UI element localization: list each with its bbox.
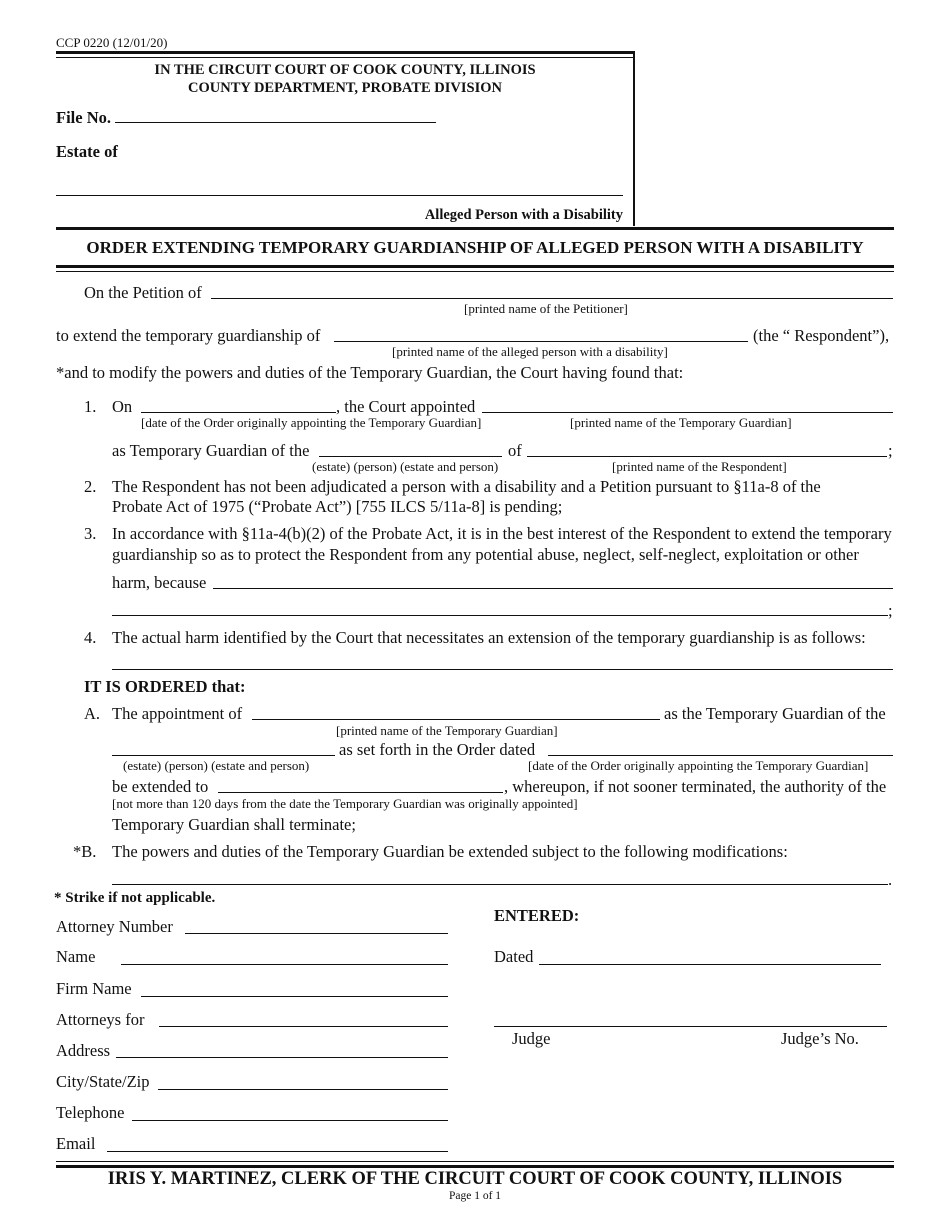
attorney-number-label: Attorney Number <box>56 917 173 936</box>
ordered-heading: IT IS ORDERED that: <box>84 677 246 696</box>
court-line2: COUNTY DEPARTMENT, PROBATE DIVISION <box>188 80 502 96</box>
order-b-text: The powers and duties of the Temporary Guardian be extended subject to the following modifications: <box>112 842 788 861</box>
footer-rule-thin <box>56 1161 894 1162</box>
terminate-text: Temporary Guardian shall terminate; <box>112 815 356 834</box>
finding-1-court-appointed: , the Court appointed <box>336 397 476 416</box>
finding-2-line2: Probate Act of 1975 (“Probate Act”) [755 ILCS 5/11a-8] is pending; <box>112 497 563 516</box>
finding-2-number: 2. <box>84 477 97 496</box>
as-set-forth-label: as set forth in the Order dated <box>339 740 536 759</box>
temporary-guardian-field[interactable] <box>482 412 893 413</box>
dated-field[interactable] <box>539 964 881 965</box>
email-field[interactable] <box>107 1151 448 1152</box>
finding-1-number: 1. <box>84 397 97 416</box>
address-field[interactable] <box>116 1057 448 1058</box>
order-estate-person-field[interactable] <box>112 755 335 756</box>
finding-2-line1: The Respondent has not been adjudicated a person with a disability and a Petition pursuant to §11a-8 of the <box>112 477 821 496</box>
finding-4-number: 4. <box>84 628 97 647</box>
as-temporary-guardian-label: as Temporary Guardian of the <box>112 441 310 460</box>
finding-3-semicolon: ; <box>888 601 893 620</box>
finding-3-line2: guardianship so as to protect the Respondent from any potential abuse, neglect, self-neglect, exploitation or other <box>112 545 859 564</box>
petitioner-name-field[interactable] <box>211 298 893 299</box>
file-no-field[interactable] <box>115 122 436 123</box>
finding-3-number: 3. <box>84 524 97 543</box>
petition-label: On the Petition of <box>84 283 202 302</box>
strike-note: * Strike if not applicable. <box>54 890 216 906</box>
order-b-period: . <box>888 870 893 889</box>
modifications-field[interactable] <box>112 884 888 885</box>
harm-reason-field-2[interactable] <box>112 615 888 616</box>
guardian-hint: [printed name of the Temporary Guardian] <box>570 415 792 430</box>
attorneys-for-label: Attorneys for <box>56 1010 145 1029</box>
order-guardian-hint: [printed name of the Temporary Guardian] <box>336 723 558 738</box>
actual-harm-field[interactable] <box>112 669 893 670</box>
respondent-suffix: (the “ Respondent”), <box>753 326 890 345</box>
judge-number-label: Judge’s No. <box>781 1029 859 1048</box>
respondent-name-field[interactable] <box>334 341 748 342</box>
appointment-date-field[interactable] <box>141 412 336 413</box>
firm-name-label: Firm Name <box>56 979 132 998</box>
estate-name-field[interactable] <box>56 195 623 196</box>
city-state-zip-field[interactable] <box>158 1089 448 1090</box>
firm-name-field[interactable] <box>141 996 448 997</box>
respondent-printed-field[interactable] <box>527 456 887 457</box>
finding-3-line1: In accordance with §11a-4(b)(2) of the Probate Act, it is in the best interest of the Respondent to extend the temporary <box>112 524 892 543</box>
email-label: Email <box>56 1134 96 1153</box>
caption-top-rule <box>56 51 634 54</box>
telephone-label: Telephone <box>56 1103 125 1122</box>
finding-4-text: The actual harm identified by the Court that necessitates an extension of the temporary guardianship is as follows: <box>112 628 866 647</box>
form-id: CCP 0220 (12/01/20) <box>56 35 168 50</box>
attorneys-for-field[interactable] <box>159 1026 448 1027</box>
attorney-name-field[interactable] <box>121 964 448 965</box>
order-title: ORDER EXTENDING TEMPORARY GUARDIANSHIP OF ALLEGED PERSON WITH A DISABILITY <box>86 238 864 257</box>
extended-to-label: be extended to <box>112 777 209 796</box>
order-guardian-field[interactable] <box>252 719 660 720</box>
page-number: Page 1 of 1 <box>448 1190 502 1202</box>
harm-reason-field-1[interactable] <box>213 588 893 589</box>
order-date-hint: [date of the Order originally appointing the Temporary Guardian] <box>528 758 869 773</box>
entered-label: ENTERED: <box>494 906 580 925</box>
title-bottom-rule-thin <box>56 271 894 272</box>
address-label: Address <box>56 1041 111 1060</box>
respondent-hint: [printed name of the alleged person with a disability] <box>392 344 668 359</box>
city-state-zip-label: City/State/Zip <box>56 1072 150 1091</box>
judge-label: Judge <box>512 1029 551 1048</box>
order-b-letter: *B. <box>73 842 97 861</box>
of-label: of <box>508 441 522 460</box>
attorney-name-label: Name <box>56 947 96 966</box>
respondent-printed-hint: [printed name of the Respondent] <box>612 459 787 474</box>
telephone-field[interactable] <box>132 1120 448 1121</box>
estate-label: Estate of <box>56 142 118 161</box>
extend-label: to extend the temporary guardianship of <box>56 326 321 345</box>
order-date-field[interactable] <box>548 755 893 756</box>
appointment-of-label: The appointment of <box>112 704 243 723</box>
modify-text: *and to modify the powers and duties of the Temporary Guardian, the Court having found that: <box>56 363 684 382</box>
dated-label: Dated <box>494 947 534 966</box>
estate-person-field[interactable] <box>319 456 502 457</box>
extended-to-field[interactable] <box>218 792 503 793</box>
days-hint: [not more than 120 days from the date the Temporary Guardian was originally appointed] <box>112 796 578 811</box>
judge-signature-field[interactable] <box>494 1026 887 1027</box>
petitioner-hint: [printed name of the Petitioner] <box>464 301 628 316</box>
harm-because-label: harm, because <box>112 573 207 592</box>
footer-rule <box>56 1165 894 1168</box>
attorney-number-field[interactable] <box>185 933 448 934</box>
alleged-person-label: Alleged Person with a Disability <box>424 207 623 223</box>
whereupon-text: , whereupon, if not sooner terminated, the authority of the <box>504 777 887 796</box>
clerk-name: IRIS Y. MARTINEZ, CLERK OF THE CIRCUIT COURT OF COOK COUNTY, ILLINOIS <box>107 1169 843 1189</box>
court-line1: IN THE CIRCUIT COURT OF COOK COUNTY, ILLINOIS <box>154 62 536 78</box>
title-bottom-rule <box>56 265 894 268</box>
order-a-letter: A. <box>84 704 101 723</box>
file-no-label: File No. <box>56 108 111 127</box>
date-hint: [date of the Order originally appointing the Temporary Guardian] <box>141 415 482 430</box>
order-estate-hint: (estate) (person) (estate and person) <box>123 758 310 773</box>
finding-1-on: On <box>112 397 133 416</box>
caption-top-rule-thin <box>56 57 634 58</box>
title-top-rule <box>56 227 894 230</box>
estate-hint: (estate) (person) (estate and person) <box>312 459 499 474</box>
finding-1-semicolon: ; <box>888 441 893 460</box>
as-tg-of-the-label: as the Temporary Guardian of the <box>664 704 886 723</box>
